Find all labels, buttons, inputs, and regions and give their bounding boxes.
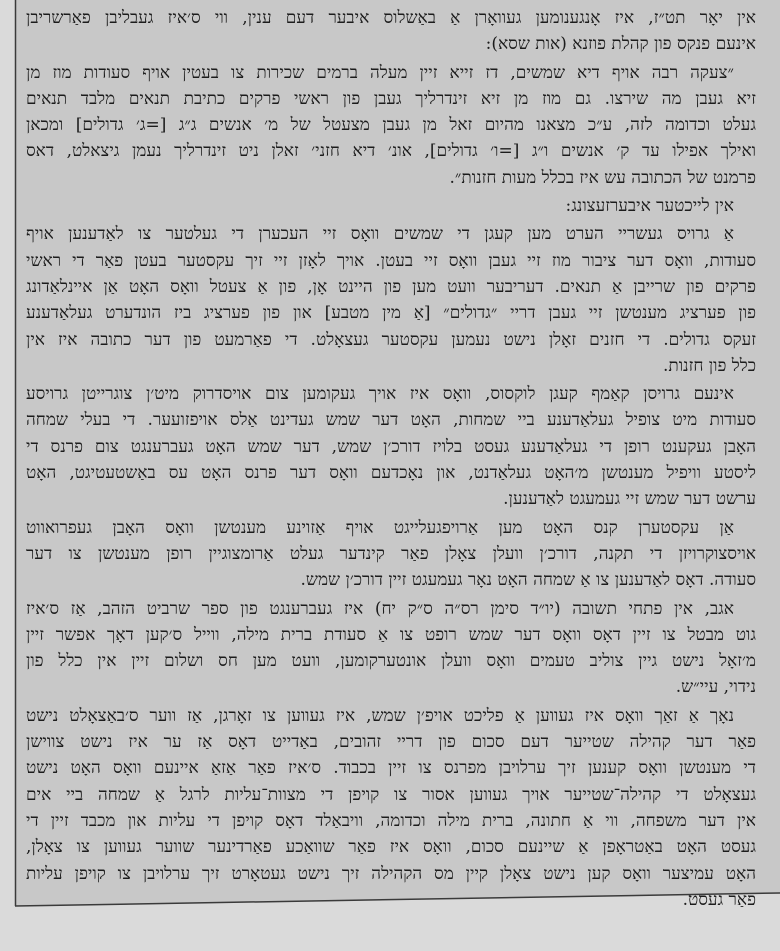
text-line: אין לייכטער איבערזעצונג: xyxy=(565,196,734,217)
paragraph xyxy=(26,60,756,191)
paragraph xyxy=(26,381,756,512)
text-line: גוט מבטל צו זיין דאָס וואָס דער שמש רופט צו אַ סעודת ברית מילה, ווייל ס׳קען דאָך אפשר זיין xyxy=(26,624,756,645)
text-line: סעודות מיט צופיל געלאַדענע ביי שמחות, האָט דער שמש געדינט אַלס אויפזועער. די בעלי שמחה xyxy=(26,410,756,431)
paragraph xyxy=(26,596,756,701)
paragraph xyxy=(26,5,756,58)
text-line: פאַר דער קהילה שטייער דעם סכום פון דריי זהובים, באַדייט דאָס אַז ער איז נישט צווישן xyxy=(26,732,756,753)
text-line: האָט עמיצער וואָס קען נישט צאָלן קיין מס הקהילה זיך נישט געטאָרט זיך ערלויבן צו קויפן עליות xyxy=(26,863,756,884)
text-line: סעודות, וואָס דער ציבור מוז זיי געבן וואָס זיי בעטן. אויך לאָזן זיי זיך עקסטער בעטן פאַר די ראשי xyxy=(26,250,756,271)
text-line: פאַר געסט. xyxy=(682,889,756,910)
paragraph xyxy=(26,193,756,219)
text-line: געצאָלט די קהילה־שטייער אויך געווען אסור צו קויפן די מצוות־עליות לרגל אַ שמחה ביי אים xyxy=(26,784,756,805)
text-line: אַ גרויס געשריי הערט מען קעגן די שמשים וואָס זיי העכערן די געלטער צו לאַדענען אויף xyxy=(26,224,734,245)
text-line: כלל פון חזנות. xyxy=(662,355,756,376)
text-line: אין יאָר תט״ז, איז אָנגענומען געוואָרן אַ באַשלוס איבער דעם ענין, ווי ס׳איז געבליבן פאַרשריבן xyxy=(26,8,756,28)
text-line: ערשט דער שמש זיי געמעגט לאַדענען. xyxy=(503,489,756,510)
text-line: ואילך אפילו עד ק׳ אנשים ו״ג [=ו׳ גדולים], אונ׳ דיא חזני׳ זאלן ניט זינדרליך נעמן גיצאלט, דאס xyxy=(26,141,756,162)
text-line: די מענטשן וואָס קענען זיך ערלויבן מפרנס צו זיין בכבוד. ס׳איז פאַר אַזאַ איינעם וואָס האָט נישט xyxy=(26,758,756,779)
text-line: זעקס גדולים. די חזנים זאָלן נישט נעמען עקסטער געצאָלט. די פאַרמעט פון דער כתובה איז אין xyxy=(26,329,756,350)
paragraph xyxy=(26,515,756,594)
text-line: ״צעקה רבה אויף דיא שמשים, דז זייא זיין מעלה ברמים שכירות צו בעטין אויף סעודות מוז מן xyxy=(26,62,734,83)
text-line: ליסטע וויפיל מענטשן מ׳האָט געלאַדנט, און נאָכדעם וואָס דער פרנס האָט עס באַשטעטיגט, האָט xyxy=(26,463,756,484)
text-line: פרמנט של הכתובה עש איז בכלל מעות חזנות״. xyxy=(449,167,756,188)
text-line: אויסצוקרויזן די תקנה, דורכ׳ן וועלן צאָלן פאַר קינדער געלט אַרומצוגיין רופן מענטשן צו דער xyxy=(26,543,756,564)
text-line: אַן עקסטערן קנס האָט מען אַרויפגעלייגט אויף אַזוינע מענטשן וואָס האָבן געפרואווט xyxy=(26,517,734,538)
text-line: געסט האָט באַטראָפן אַ שיינעם סכום, וואָס איז פאַר שוואַכע פאַרדינער שווער געווען צו צאָלן, xyxy=(26,837,756,858)
text-line: זיא געבן מה שירצו. גם מוז מן זיא זינדרליך געבן פון ראשי פרקים כתיבת תנאים מלבד תנאים xyxy=(26,88,756,109)
text-line: פון פערציג מענטשן זיי געבן דריי ״גדולים״ [אַ מין מטבע] און פון פערציג ביז הונדערט געלאַדענע xyxy=(26,303,756,324)
text-line: אגב, אין פתחי תשובה (יו״ד סימן רס״ה ס״ק יח) איז געברענגט פון ספר שרביט הזהב, אַז ס׳איז xyxy=(26,598,734,619)
paragraph xyxy=(26,221,756,379)
text-line: געלט וכדומה לזה, ע״כ מצאנו מהיום זאל מן געבן מצעטל של מ׳ אנשים ג״ג [=ג׳ גדולים] ומכאן xyxy=(26,115,756,136)
document-body xyxy=(26,5,756,915)
text-line: אינעם פנקס פון קהלת פוזנא (אות שסא): xyxy=(485,34,756,55)
text-line: האָבן געקענט רופן די געלאַדענע געסט בלויז דורכ׳ן שמש, דער שמש האָט געברענגט צום פרנס די xyxy=(26,436,756,457)
text-line: פרקים פון שרייבן אַ תנאים. דעריבער וועט מען פון היינט אָן, פון אַ צעטל וואָס האָט אַן איינלאַדונג xyxy=(26,276,756,297)
text-line: אינעם גרויסן קאַמף קעגן לוקסוס, וואָס איז אויך געקומען צום אויסדרוק מיט׳ן צוגרייטן גרויסע xyxy=(26,384,734,405)
text-line: סעודה. דאָס לאַדענען צו אַ שמחה האָט נאָר געמעגט זיין דורכ׳ן שמש. xyxy=(300,570,756,591)
text-line: נאָך אַ זאַך וואָס איז געווען אַ פליכט אויפ׳ן שמש, איז געווען צו זאָרגן, אַז ווער ס׳באַצאָלט נישט xyxy=(26,705,734,726)
text-line: מ׳זאָל נישט גיין צוליב טעמים וואָס וועלן אונטערקומען, וועט מען חס ושלום זיין אין כלל פון xyxy=(26,651,756,672)
text-line: אין דער משפחה, ווי אַ חתונה, ברית מילה וכדומה, וויבאַלד דאָס קויפן די עליות און מכבד זיין די xyxy=(26,810,756,831)
paragraph xyxy=(26,703,756,913)
text-line: נידוי, עיי״ש. xyxy=(675,677,756,698)
